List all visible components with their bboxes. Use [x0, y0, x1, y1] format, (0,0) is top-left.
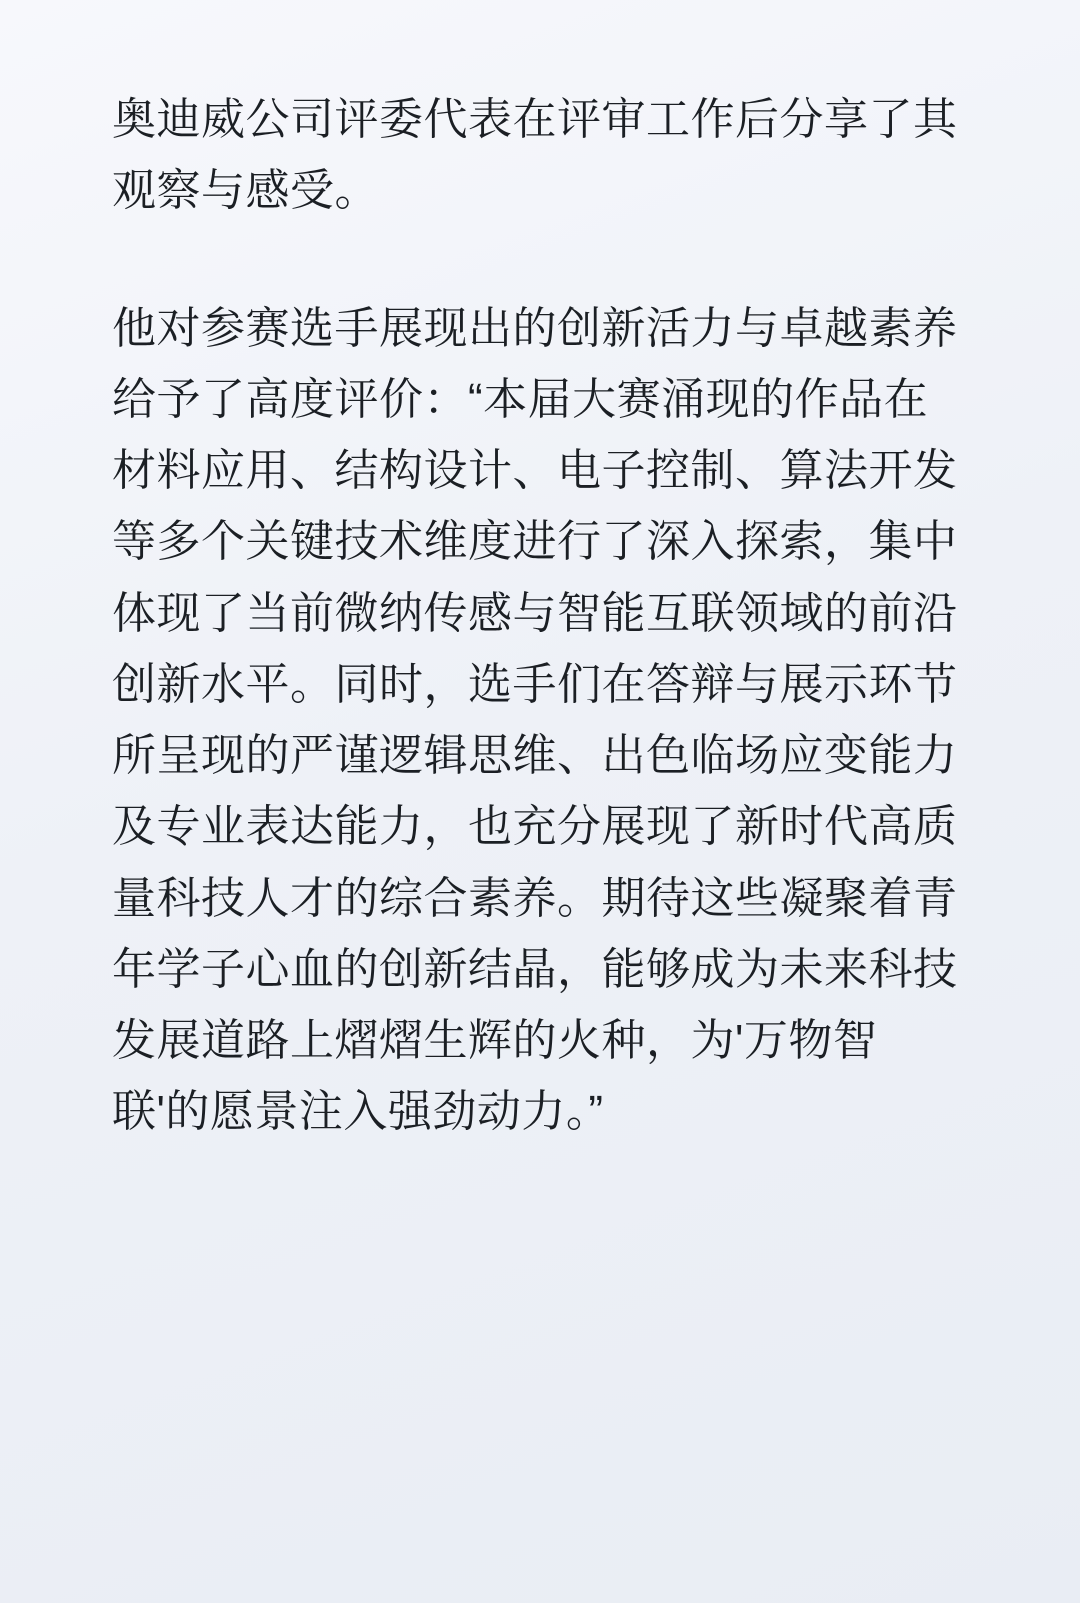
article-body — [112, 84, 968, 1148]
paragraph-1: 奥迪威公司评委代表在评审工作后分享了其观察与感受。 — [112, 95, 958, 216]
paragraph-2: 他对参赛选手展现出的创新活力与卓越素养给予了高度评价：“本届大赛涌现的作品在材料应用、结构设计、电子控制、算法开发等多个关键技术维度进行了深入探索，集中体现了当前微纳传感与智能互联领域的前沿创新水平。同时，选手们在答辩与展示环节所呈现的严谨逻辑思维、出色临场应变能力及专业表达能力，也充分展现了新时代高质量科技人才的综合素养。期待这些凝聚着青年学子心血的创新结晶，能够成为未来科技发展道路上熠熠生辉的火种，为'万物智联'的愿景注入强劲动力。” — [112, 303, 958, 1137]
